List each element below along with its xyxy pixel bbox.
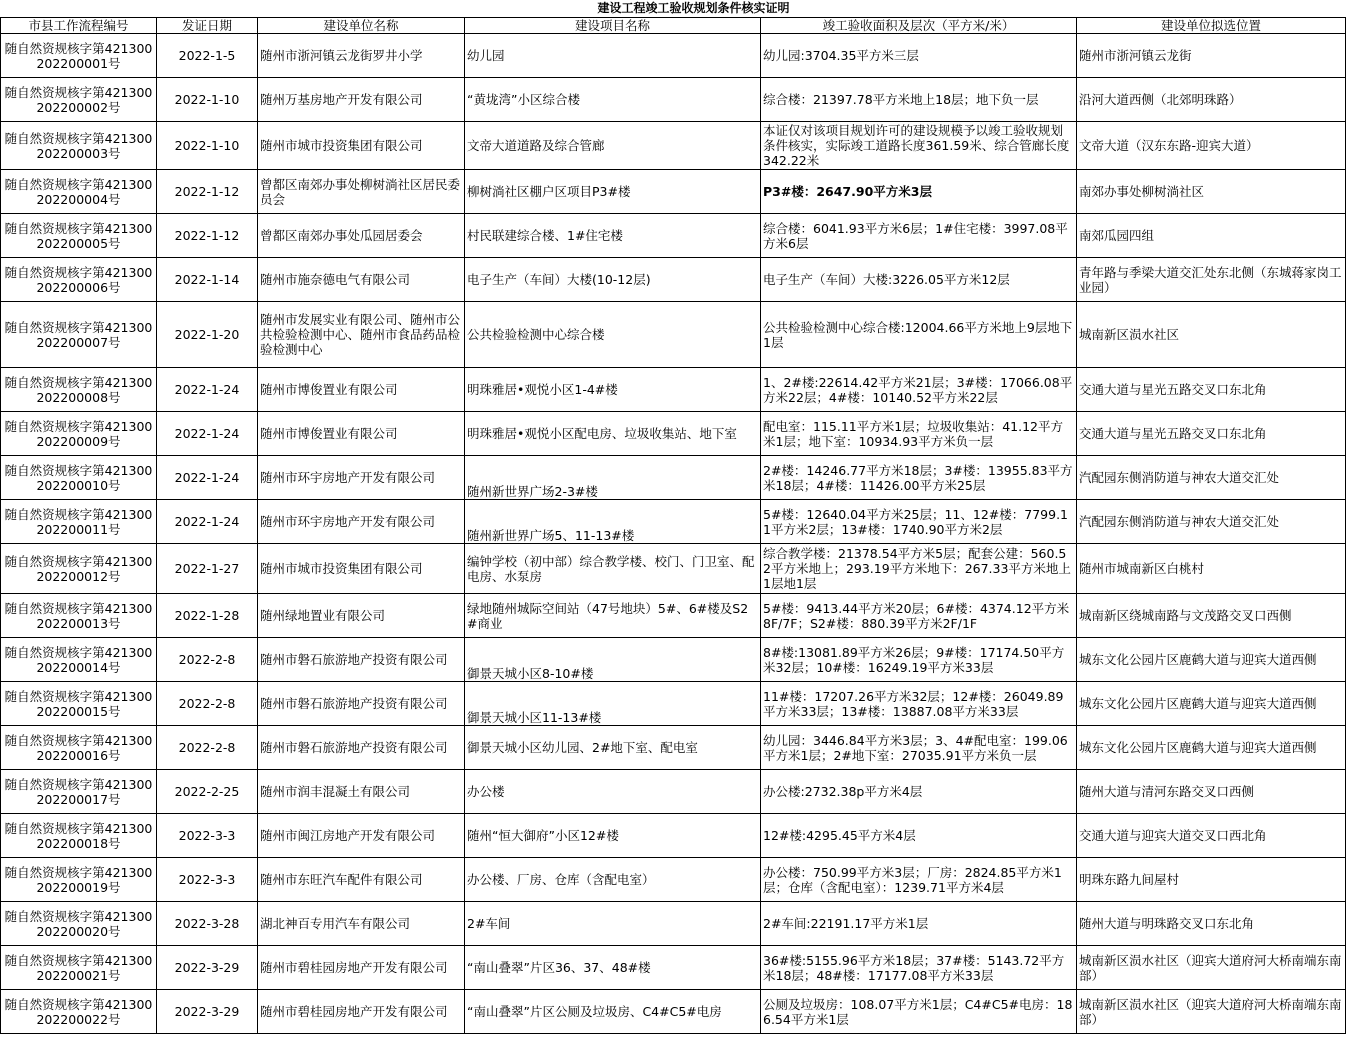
cell-location: 明珠东路九间屋村 [1077,858,1346,902]
cell-date: 2022-3-3 [157,858,258,902]
table-row [1,544,1346,594]
cell-unit: 随州市城市投资集团有限公司 [258,544,465,594]
cell-location: 文帝大道（汉东东路-迎宾大道） [1077,122,1346,170]
cell-unit: 曾都区南郊办事处瓜园居委会 [258,214,465,258]
cell-location: 城南新区涢水社区 [1077,302,1346,368]
cell-unit: 随州市碧桂园房地产开发有限公司 [258,946,465,990]
cell-code: 随自然资规核字第421300202200006号 [1,258,157,302]
cell-area: 8#楼:13081.89平方米26层；9#楼：17174.50平方米32层；10#楼：16249.19平方米33层 [761,638,1077,682]
cell-project: “南山叠翠”片区公厕及垃圾房、C4#C5#电房 [465,990,761,1034]
cell-project: 明珠雅居•观悦小区1-4#楼 [465,368,761,412]
cell-location: 随州大道与明珠路交叉口东北角 [1077,902,1346,946]
table-header [1,18,1346,34]
cell-area: 2#车间:22191.17平方米1层 [761,902,1077,946]
cell-location: 城南新区绕城南路与文茂路交叉口西侧 [1077,594,1346,638]
cell-area: 办公楼:2732.38p平方米4层 [761,770,1077,814]
cell-area: 配电室：115.11平方米1层；垃圾收集站：41.12平方米1层；地下室：10934.93平方米负一层 [761,412,1077,456]
cell-project: 绿地随州城际空间站（47号地块）5#、6#楼及S2#商业 [465,594,761,638]
cell-area: 综合楼：6041.93平方米6层；1#住宅楼：3997.08平方米6层 [761,214,1077,258]
table-body [1,34,1346,1034]
table-row [1,814,1346,858]
cell-code: 随自然资规核字第421300202200008号 [1,368,157,412]
cell-project: 随州“恒大御府”小区12#楼 [465,814,761,858]
cell-location: 汽配园东侧消防道与神农大道交汇处 [1077,456,1346,500]
table-row [1,594,1346,638]
cell-project: 随州新世界广场2-3#楼 [465,456,761,500]
cell-code: 随自然资规核字第421300202200009号 [1,412,157,456]
cell-code: 随自然资规核字第421300202200016号 [1,726,157,770]
table-row [1,34,1346,78]
cell-unit: 随州绿地置业有限公司 [258,594,465,638]
cell-unit: 随州市磐石旅游地产投资有限公司 [258,638,465,682]
table-row [1,122,1346,170]
cell-unit: 湖北神百专用汽车有限公司 [258,902,465,946]
cell-project: 电子生产（车间）大楼(10-12层) [465,258,761,302]
cell-area: 公共检验检测中心综合楼:12004.66平方米地上9层地下1层 [761,302,1077,368]
cell-project: 明珠雅居•观悦小区配电房、垃圾收集站、地下室 [465,412,761,456]
header-project: 建设项目名称 [465,18,761,34]
cell-code: 随自然资规核字第421300202200005号 [1,214,157,258]
cell-code: 随自然资规核字第421300202200001号 [1,34,157,78]
cell-unit: 随州万基房地产开发有限公司 [258,78,465,122]
cell-unit: 随州市施奈德电气有限公司 [258,258,465,302]
cell-project: 村民联建综合楼、1#住宅楼 [465,214,761,258]
table-row [1,770,1346,814]
cell-unit: 随州市碧桂园房地产开发有限公司 [258,990,465,1034]
cell-area: 办公楼：750.99平方米3层；厂房：2824.85平方米1层；仓库（含配电室）：1239.71平方米4层 [761,858,1077,902]
cell-area: 综合楼：21397.78平方米地上18层；地下负一层 [761,78,1077,122]
cell-code: 随自然资规核字第421300202200015号 [1,682,157,726]
cell-location: 汽配园东侧消防道与神农大道交汇处 [1077,500,1346,544]
cell-project: 编钟学校（初中部）综合教学楼、校门、门卫室、配电房、水泵房 [465,544,761,594]
cell-unit: 随州市浙河镇云龙街罗井小学 [258,34,465,78]
cell-area: 36#楼:5155.96平方米18层；37#楼：5143.72平方米18层；48#楼：17177.08平方米33层 [761,946,1077,990]
cell-code: 随自然资规核字第421300202200011号 [1,500,157,544]
cell-code: 随自然资规核字第421300202200010号 [1,456,157,500]
cell-area: 5#楼：9413.44平方米20层；6#楼：4374.12平方米8F/7F；S2#楼：880.39平方米2F/1F [761,594,1077,638]
cell-unit: 随州市博俊置业有限公司 [258,412,465,456]
cell-date: 2022-1-5 [157,34,258,78]
cell-location: 城南新区涢水社区（迎宾大道府河大桥南端东南部） [1077,946,1346,990]
cell-date: 2022-1-24 [157,500,258,544]
cell-project: 御景天城小区11-13#楼 [465,682,761,726]
cell-date: 2022-1-10 [157,78,258,122]
cell-location: 城东文化公园片区鹿鹤大道与迎宾大道西侧 [1077,726,1346,770]
cell-project: 御景天城小区8-10#楼 [465,638,761,682]
cell-date: 2022-1-27 [157,544,258,594]
cell-code: 随自然资规核字第421300202200002号 [1,78,157,122]
header-area: 竣工验收面积及层次（平方米/米） [761,18,1077,34]
cell-location: 南郊办事处柳树淌社区 [1077,170,1346,214]
header-code: 市县工作流程编号 [1,18,157,34]
cell-unit: 随州市磐石旅游地产投资有限公司 [258,682,465,726]
cell-code: 随自然资规核字第421300202200007号 [1,302,157,368]
certificate-table [0,17,1346,1034]
cell-date: 2022-3-3 [157,814,258,858]
cell-date: 2022-3-29 [157,946,258,990]
cell-date: 2022-1-12 [157,214,258,258]
cell-location: 城南新区涢水社区（迎宾大道府河大桥南端东南部） [1077,990,1346,1034]
cell-code: 随自然资规核字第421300202200017号 [1,770,157,814]
cell-project: 2#车间 [465,902,761,946]
cell-location: 城东文化公园片区鹿鹤大道与迎宾大道西侧 [1077,682,1346,726]
cell-unit: 随州市东旺汽车配件有限公司 [258,858,465,902]
cell-code: 随自然资规核字第421300202200014号 [1,638,157,682]
cell-date: 2022-3-29 [157,990,258,1034]
cell-date: 2022-1-24 [157,368,258,412]
table-row [1,78,1346,122]
cell-unit: 随州市润丰混凝土有限公司 [258,770,465,814]
table-row [1,858,1346,902]
cell-location: 随州市浙河镇云龙街 [1077,34,1346,78]
cell-unit: 随州市博俊置业有限公司 [258,368,465,412]
table-row [1,638,1346,682]
table-row [1,990,1346,1034]
cell-date: 2022-1-28 [157,594,258,638]
table-row [1,682,1346,726]
cell-unit: 随州市发展实业有限公司、随州市公共检验检测中心、随州市食品药品检验检测中心 [258,302,465,368]
cell-project: 公共检验检测中心综合楼 [465,302,761,368]
cell-code: 随自然资规核字第421300202200012号 [1,544,157,594]
cell-area: 公厕及垃圾房：108.07平方米1层；C4#C5#电房：186.54平方米1层 [761,990,1077,1034]
cell-location: 南郊瓜园四组 [1077,214,1346,258]
cell-location: 随州市城南新区白桃村 [1077,544,1346,594]
cell-unit: 随州市环宇房地产开发有限公司 [258,500,465,544]
cell-date: 2022-1-14 [157,258,258,302]
cell-project: 文帝大道道路及综合管廊 [465,122,761,170]
document-title: 建设工程竣工验收规划条件核实证明 [597,1,790,15]
table-row [1,214,1346,258]
cell-code: 随自然资规核字第421300202200019号 [1,858,157,902]
cell-location: 城东文化公园片区鹿鹤大道与迎宾大道西侧 [1077,638,1346,682]
cell-area: 综合教学楼：21378.54平方米5层；配套公建：560.52平方米地上；293.19平方米地下：267.33平方米地上1层地1层 [761,544,1077,594]
cell-location: 随州大道与清河东路交叉口西侧 [1077,770,1346,814]
cell-project: 办公楼、厂房、仓库（含配电室） [465,858,761,902]
cell-unit: 随州市环宇房地产开发有限公司 [258,456,465,500]
header-location: 建设单位拟选位置 [1077,18,1346,34]
cell-date: 2022-2-8 [157,638,258,682]
cell-code: 随自然资规核字第421300202200013号 [1,594,157,638]
cell-unit: 随州市城市投资集团有限公司 [258,122,465,170]
cell-area: P3#楼：2647.90平方米3层 [761,170,1077,214]
cell-area: 11#楼：17207.26平方米32层；12#楼：26049.89平方米33层；13#楼：13887.08平方米33层 [761,682,1077,726]
table-row [1,456,1346,500]
cell-area: 5#楼：12640.04平方米25层；11、12#楼：7799.11平方米2层；13#楼：1740.90平方米2层 [761,500,1077,544]
cell-date: 2022-2-8 [157,682,258,726]
cell-date: 2022-1-12 [157,170,258,214]
table-row [1,258,1346,302]
cell-area: 12#楼:4295.45平方米4层 [761,814,1077,858]
cell-project: 幼儿园 [465,34,761,78]
cell-location: 交通大道与迎宾大道交叉口西北角 [1077,814,1346,858]
cell-location: 青年路与季梁大道交汇处东北侧（东城蒋家岗工业园） [1077,258,1346,302]
table-row [1,170,1346,214]
table-row [1,726,1346,770]
cell-location: 沿河大道西侧（北郊明珠路） [1077,78,1346,122]
cell-code: 随自然资规核字第421300202200020号 [1,902,157,946]
cell-project: 随州新世界广场5、11-13#楼 [465,500,761,544]
cell-area: 电子生产（车间）大楼:3226.05平方米12层 [761,258,1077,302]
table-row [1,500,1346,544]
cell-location: 交通大道与星光五路交叉口东北角 [1077,412,1346,456]
cell-unit: 曾都区南郊办事处柳树淌社区居民委员会 [258,170,465,214]
cell-area: 幼儿园：3446.84平方米3层；3、4#配电室：199.06平方米1层；2#地下室：27035.91平方米负一层 [761,726,1077,770]
cell-area: 2#楼：14246.77平方米18层；3#楼：13955.83平方米18层；4#楼：11426.00平方米25层 [761,456,1077,500]
cell-code: 随自然资规核字第421300202200004号 [1,170,157,214]
cell-date: 2022-2-25 [157,770,258,814]
cell-project: 柳树淌社区棚户区项目P3#楼 [465,170,761,214]
cell-date: 2022-1-24 [157,412,258,456]
header-unit: 建设单位名称 [258,18,465,34]
cell-location: 交通大道与星光五路交叉口东北角 [1077,368,1346,412]
cell-code: 随自然资规核字第421300202200003号 [1,122,157,170]
cell-area: 1、2#楼:22614.42平方米21层；3#楼：17066.08平方米22层；4#楼：10140.52平方米22层 [761,368,1077,412]
cell-unit: 随州市闽江房地产开发有限公司 [258,814,465,858]
table-row [1,946,1346,990]
cell-area: 本证仅对该项目规划许可的建设规模予以竣工验收规划条件核实，实际竣工道路长度361.59米、综合管廊长度342.22米 [761,122,1077,170]
cell-code: 随自然资规核字第421300202200018号 [1,814,157,858]
header-date: 发证日期 [157,18,258,34]
cell-date: 2022-2-8 [157,726,258,770]
cell-unit: 随州市磐石旅游地产投资有限公司 [258,726,465,770]
cell-area: 幼儿园:3704.35平方米三层 [761,34,1077,78]
table-row [1,902,1346,946]
cell-project: “南山叠翠”片区36、37、48#楼 [465,946,761,990]
table-row [1,302,1346,368]
header-row [1,18,1346,34]
cell-date: 2022-1-10 [157,122,258,170]
cell-project: 御景天城小区幼儿园、2#地下室、配电室 [465,726,761,770]
table-row [1,368,1346,412]
cell-project: 办公楼 [465,770,761,814]
cell-code: 随自然资规核字第421300202200021号 [1,946,157,990]
cell-date: 2022-1-24 [157,456,258,500]
cell-date: 2022-3-28 [157,902,258,946]
cell-project: “黄垅湾”小区综合楼 [465,78,761,122]
cell-date: 2022-1-20 [157,302,258,368]
table-row [1,412,1346,456]
cell-code: 随自然资规核字第421300202200022号 [1,990,157,1034]
